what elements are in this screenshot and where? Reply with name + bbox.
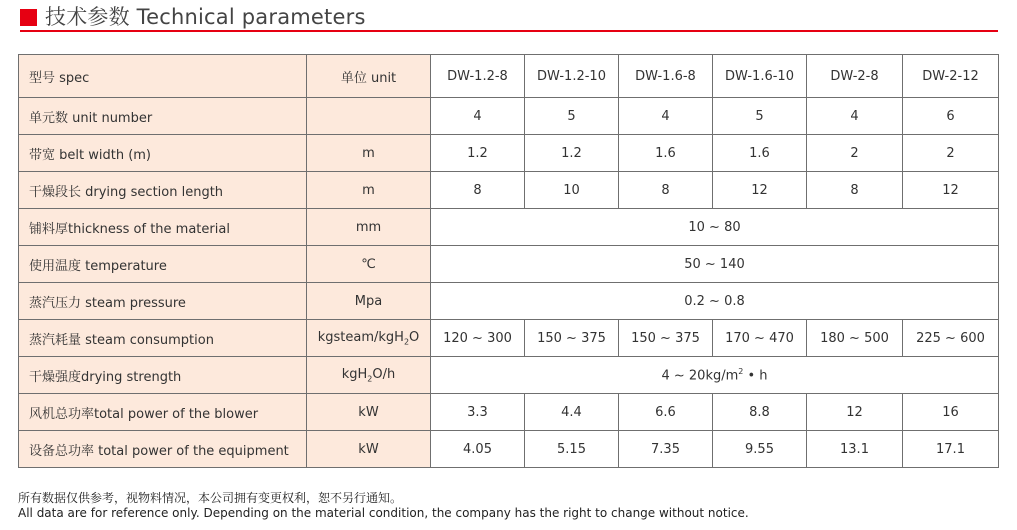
row-label: 风机总功率total power of the blower — [19, 394, 307, 431]
unit-text: kgsteam/kgH — [317, 329, 404, 345]
value-text: 4 ~ 20kg/m — [661, 368, 739, 384]
row-unit — [307, 357, 431, 394]
row-unit: m — [307, 172, 431, 209]
table-cell: 8 — [619, 172, 713, 209]
table-cell: 4 — [619, 98, 713, 135]
table-cell: 4.4 — [525, 394, 619, 431]
table-cell: 12 — [903, 172, 999, 209]
technical-parameters-table — [18, 54, 999, 468]
header-divider — [20, 30, 998, 32]
table-cell: 1.2 — [525, 135, 619, 172]
merged-cell: 0.2 ~ 0.8 — [431, 283, 999, 320]
unit-text: O — [409, 329, 420, 345]
row-label: 干燥强度drying strength — [19, 357, 307, 394]
table-cell: 1.6 — [619, 135, 713, 172]
table-cell: 120 ~ 300 — [431, 320, 525, 357]
table-cell: 12 — [807, 394, 903, 431]
unit-text: kgH — [341, 366, 368, 382]
table-cell: 17.1 — [903, 431, 999, 468]
section-header — [20, 4, 998, 30]
table-row — [19, 246, 999, 283]
unit-text: O/h — [372, 366, 396, 382]
row-label: 蒸汽耗量 steam consumption — [19, 320, 307, 357]
table-cell: 180 ~ 500 — [807, 320, 903, 357]
row-unit: kW — [307, 431, 431, 468]
table-cell: 13.1 — [807, 431, 903, 468]
table-row — [19, 357, 999, 394]
merged-cell — [431, 357, 999, 394]
row-label: 设备总功率 total power of the equipment — [19, 431, 307, 468]
table-row — [19, 283, 999, 320]
row-label: 单元数 unit number — [19, 98, 307, 135]
row-label: 干燥段长 drying section length — [19, 172, 307, 209]
table-row — [19, 320, 999, 357]
row-label: 带宽 belt width (m) — [19, 135, 307, 172]
row-unit: m — [307, 135, 431, 172]
row-label: 铺料厚thickness of the material — [19, 209, 307, 246]
table-cell: 3.3 — [431, 394, 525, 431]
model-header: DW-2-12 — [903, 55, 999, 98]
table-cell: 12 — [713, 172, 807, 209]
row-label: 蒸汽压力 steam pressure — [19, 283, 307, 320]
row-unit: Mpa — [307, 283, 431, 320]
table-cell: 4 — [431, 98, 525, 135]
table-cell: 9.55 — [713, 431, 807, 468]
table-cell: 225 ~ 600 — [903, 320, 999, 357]
row-unit: ℃ — [307, 246, 431, 283]
merged-cell: 50 ~ 140 — [431, 246, 999, 283]
table-cell: 8 — [807, 172, 903, 209]
table-cell: 4 — [807, 98, 903, 135]
unit-subscript: 2 — [403, 337, 410, 347]
table-cell: 150 ~ 375 — [619, 320, 713, 357]
section-title: 技术参数 Technical parameters — [45, 5, 366, 29]
model-header: DW-1.2-10 — [525, 55, 619, 98]
table-row — [19, 394, 999, 431]
table-cell: 4.05 — [431, 431, 525, 468]
row-unit: mm — [307, 209, 431, 246]
table-cell: 5 — [525, 98, 619, 135]
row-unit: kW — [307, 394, 431, 431]
table-cell: 8 — [431, 172, 525, 209]
table-cell: 10 — [525, 172, 619, 209]
red-square-icon — [20, 9, 37, 26]
table-row — [19, 209, 999, 246]
table-cell: 2 — [903, 135, 999, 172]
table-cell: 1.6 — [713, 135, 807, 172]
table-cell: 7.35 — [619, 431, 713, 468]
table-row — [19, 135, 999, 172]
table-cell: 5.15 — [525, 431, 619, 468]
table-row — [19, 431, 999, 468]
table-header-row — [19, 55, 999, 98]
model-header: DW-1.6-8 — [619, 55, 713, 98]
table-cell: 1.2 — [431, 135, 525, 172]
spec-header: 型号 spec — [19, 55, 307, 98]
merged-cell: 10 ~ 80 — [431, 209, 999, 246]
footnote — [18, 491, 749, 521]
table-cell: 170 ~ 470 — [713, 320, 807, 357]
table-cell: 8.8 — [713, 394, 807, 431]
unit-subscript: 2 — [367, 374, 373, 384]
footnote-cn: 所有数据仅供参考，视物料情况，本公司拥有变更权利，恕不另行通知。 — [18, 491, 403, 505]
table-row — [19, 98, 999, 135]
footnote-en: All data are for reference only. Depending on the material condition, the company has the right to change without notice. — [18, 506, 749, 520]
table-cell: 6 — [903, 98, 999, 135]
row-unit — [307, 98, 431, 135]
row-label: 使用温度 temperature — [19, 246, 307, 283]
unit-header: 单位 unit — [307, 55, 431, 98]
row-unit — [307, 320, 431, 357]
value-text: • h — [743, 368, 768, 384]
table-cell: 16 — [903, 394, 999, 431]
table-row — [19, 172, 999, 209]
table-cell: 6.6 — [619, 394, 713, 431]
table-cell: 2 — [807, 135, 903, 172]
model-header: DW-2-8 — [807, 55, 903, 98]
value-superscript: 2 — [738, 366, 744, 376]
table-cell: 150 ~ 375 — [525, 320, 619, 357]
table-cell: 5 — [713, 98, 807, 135]
model-header: DW-1.2-8 — [431, 55, 525, 98]
model-header: DW-1.6-10 — [713, 55, 807, 98]
